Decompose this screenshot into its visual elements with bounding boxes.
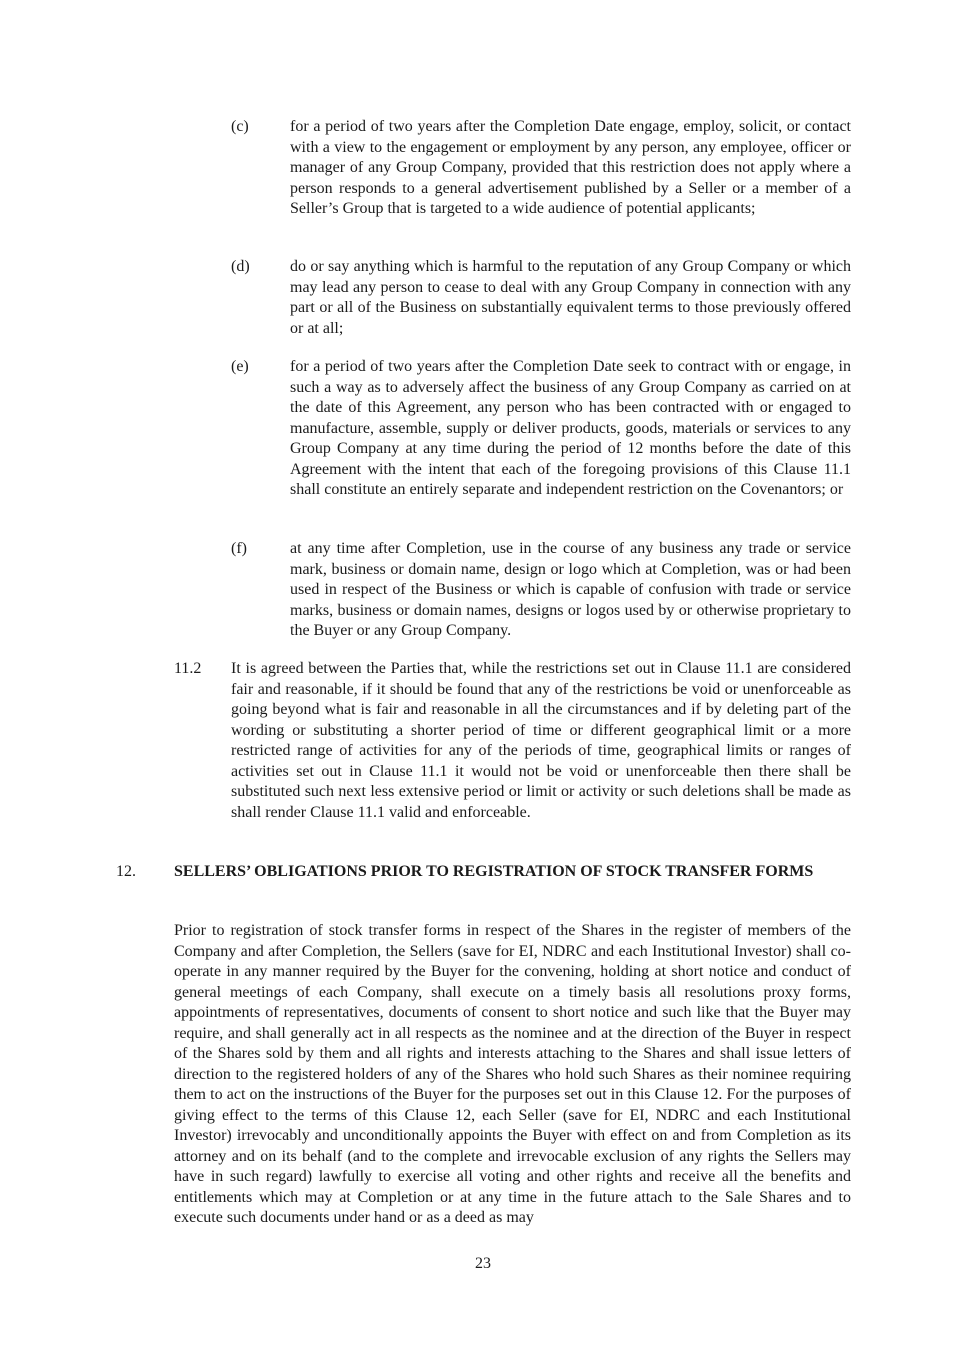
subclause-text: for a period of two years after the Completion Date engage, employ, solicit, or contact with a view to the engagement or employment by any person, any employee, officer or manager of any Group Company, provided that this restriction does not apply where a person responds to a general advertisement published by a Seller or a member of a Seller’s Group that is targeted to a wide audience of potential applicants; xyxy=(290,118,851,217)
clause-number: 11.2 xyxy=(174,660,202,677)
section-heading: SELLERS’ OBLIGATIONS PRIOR TO REGISTRATION OF STOCK TRANSFER FORMS xyxy=(174,863,814,880)
subclause-text: at any time after Completion, use in the course of any business any trade or service mark, business or domain name, design or logo which at Completion, was or had been used in respect of the Business or which is capable of confusion with trade or service marks, business or domain names, designs or logos used by or otherwise proprietary to the Buyer or any Group Company. xyxy=(290,540,851,639)
subclause-text: for a period of two years after the Completion Date seek to contract with or engage, in such a way as to adversely affect the business of any Group Company as carried on at the date of this Agreement, any person who has been contracted with or engaged to manufacture, assemble, supply or deliver products, goods, materials or services to any Group Company at any time during the period of 12 months before the date of this Agreement with the intent that each of the foregoing provisions of this Clause 11.1 shall constitute an entirely separate and independent restriction on the Covenantors; or xyxy=(290,358,851,498)
clause-12-body: Prior to registration of stock transfer forms in respect of the Shares in the register of members of the Company and after Completion, the Sellers (save for EI, NDRC and each Institutional Investor) shall co-operate in any manner required by the Buyer for the convening, holding at short notice and conduct of general meetings of each Company, shall execute on a timely basis all resolutions proxy forms, appointments of representatives, documents of consent to short notice and such like that the Buyer may require, and shall generally act in all respects as the nominee and at the direction of the Buyer in respect of the Shares sold by them and all rights and interests attaching to the Shares and shall issue letters of direction to the registered holders of any of the Shares who hold such Shares as their nominee requiring them to act on the instructions of the Buyer for the purposes set out in this Clause 12. For the purposes of giving effect to the terms of this Clause 12, each Seller (save for EI, NDRC and each Institutional Investor) irrevocably and unconditionally appoints the Buyer with effect on and from Completion as its attorney and on its behalf (and to the complete and irrevocable exclusion of any rights the Sellers may have in such regard) lawfully to exercise all voting and other rights and receive all the benefits and entitlements which may at Completion or at any time in the future attach to the Sale Shares and to execute such documents under hand or as a deed as may xyxy=(174,922,851,1226)
subclause-marker: (e) xyxy=(231,358,249,375)
subclause-marker: (c) xyxy=(231,118,249,135)
subclause-marker: (f) xyxy=(231,540,247,557)
subclause-e xyxy=(231,357,851,501)
subclause-f xyxy=(231,539,851,642)
clause-11-2 xyxy=(174,659,851,823)
subclause-d xyxy=(231,257,851,339)
page-number: 23 xyxy=(475,1255,491,1272)
clause-12-heading xyxy=(116,862,851,883)
subclause-c xyxy=(231,117,851,220)
subclause-marker: (d) xyxy=(231,258,250,275)
subclause-text: do or say anything which is harmful to the reputation of any Group Company or which may lead any person to cease to deal with any Group Company in connection with any part or all of the Business on substantially equivalent terms to those previously offered or at all; xyxy=(290,258,851,337)
clause-text: It is agreed between the Parties that, while the restrictions set out in Clause 11.1 are considered fair and reasonable, if it should be found that any of the restrictions be void or unenforceable as going beyond what is fair and reasonable in all the circumstances and if by deleting part of the wording or substituting a shorter period of time or different geographical limit or a more restricted range of activities for any of the periods of time, geographical limits or ranges of activities set out in Clause 11.1 it would not be void or unenforceable then there shall be substituted such next less extensive period or limit or activity or such deletions shall be made as shall render Clause 11.1 valid and enforceable. xyxy=(231,660,851,821)
clause-number: 12. xyxy=(116,863,136,880)
